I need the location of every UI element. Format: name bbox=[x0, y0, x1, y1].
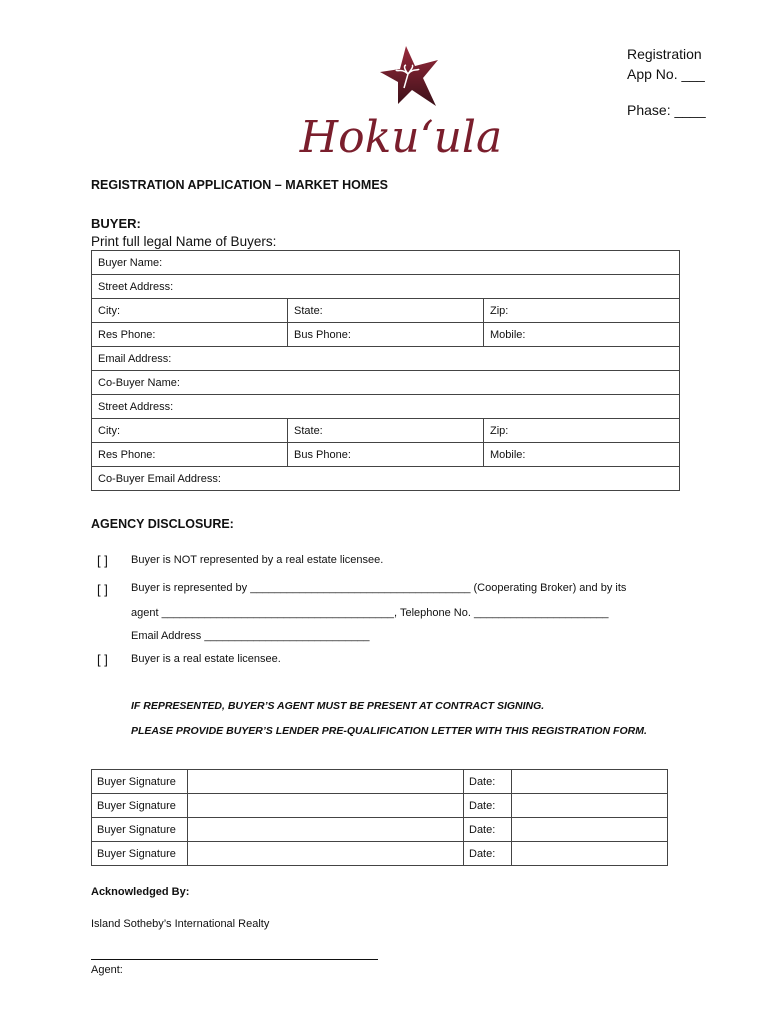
option-licensee: Buyer is a real estate licensee. bbox=[131, 653, 281, 665]
prequalification-note: PLEASE PROVIDE BUYER’S LENDER PRE-QUALIFICATION LETTER WITH THIS REGISTRATION FORM. bbox=[131, 725, 647, 737]
signature-table bbox=[91, 769, 668, 866]
co-zip-field[interactable]: Zip: bbox=[484, 419, 680, 443]
date-field[interactable] bbox=[512, 770, 668, 794]
buyer-name-field[interactable]: Buyer Name: bbox=[92, 251, 680, 275]
co-res-phone-field[interactable]: Res Phone: bbox=[92, 443, 288, 467]
buyer-heading: BUYER: bbox=[91, 216, 141, 231]
date-field[interactable] bbox=[512, 842, 668, 866]
option-not-represented: Buyer is NOT represented by a real estate licensee. bbox=[131, 554, 384, 566]
checkbox-licensee[interactable]: [ ] bbox=[97, 652, 108, 667]
signature-field[interactable] bbox=[188, 818, 464, 842]
date-field[interactable] bbox=[512, 818, 668, 842]
mobile-field[interactable]: Mobile: bbox=[484, 323, 680, 347]
app-no-label: App No. ___ bbox=[627, 66, 705, 82]
co-buyer-email-field[interactable]: Co-Buyer Email Address: bbox=[92, 467, 680, 491]
date-label: Date: bbox=[464, 842, 512, 866]
co-street-address-field[interactable]: Street Address: bbox=[92, 395, 680, 419]
co-state-field[interactable]: State: bbox=[288, 419, 484, 443]
date-label: Date: bbox=[464, 770, 512, 794]
agent-present-note: IF REPRESENTED, BUYER’S AGENT MUST BE PRESENT AT CONTRACT SIGNING. bbox=[131, 700, 545, 712]
agent-label: Agent: bbox=[91, 964, 123, 976]
hokuula-logo bbox=[276, 44, 526, 159]
buyer-subheading: Print full legal Name of Buyers: bbox=[91, 234, 277, 249]
company-name: Island Sotheby’s International Realty bbox=[91, 918, 270, 930]
signature-label: Buyer Signature bbox=[92, 770, 188, 794]
buyer-info-table bbox=[91, 250, 680, 491]
agent-signature-line[interactable] bbox=[91, 951, 378, 960]
res-phone-field[interactable]: Res Phone: bbox=[92, 323, 288, 347]
star-logo-icon bbox=[276, 44, 526, 159]
signature-field[interactable] bbox=[188, 770, 464, 794]
checkbox-represented[interactable]: [ ] bbox=[97, 582, 108, 597]
checkbox-not-represented[interactable]: [ ] bbox=[97, 553, 108, 568]
phase-label: Phase: ____ bbox=[627, 102, 706, 118]
co-buyer-name-field[interactable]: Co-Buyer Name: bbox=[92, 371, 680, 395]
zip-field[interactable]: Zip: bbox=[484, 299, 680, 323]
state-field[interactable]: State: bbox=[288, 299, 484, 323]
option-represented: Buyer is represented by ____________________________________ (Cooperating Broker) and by its bbox=[131, 582, 627, 594]
co-bus-phone-field[interactable]: Bus Phone: bbox=[288, 443, 484, 467]
page-title: REGISTRATION APPLICATION – MARKET HOMES bbox=[91, 178, 388, 192]
date-label: Date: bbox=[464, 794, 512, 818]
street-address-field[interactable]: Street Address: bbox=[92, 275, 680, 299]
signature-field[interactable] bbox=[188, 842, 464, 866]
city-field[interactable]: City: bbox=[92, 299, 288, 323]
acknowledged-by: Acknowledged By: bbox=[91, 886, 190, 898]
date-label: Date: bbox=[464, 818, 512, 842]
co-city-field[interactable]: City: bbox=[92, 419, 288, 443]
agent-email-line: Email Address ___________________________ bbox=[131, 630, 370, 642]
logo-wordmark: Hoku‘ula bbox=[299, 112, 503, 159]
registration-block bbox=[627, 40, 706, 124]
signature-label: Buyer Signature bbox=[92, 842, 188, 866]
signature-label: Buyer Signature bbox=[92, 818, 188, 842]
agent-telephone-line: agent ______________________________________, Telephone No. ______________________ bbox=[131, 607, 609, 619]
email-field[interactable]: Email Address: bbox=[92, 347, 680, 371]
agency-heading: AGENCY DISCLOSURE: bbox=[91, 517, 234, 531]
date-field[interactable] bbox=[512, 794, 668, 818]
co-mobile-field[interactable]: Mobile: bbox=[484, 443, 680, 467]
registration-label: Registration bbox=[627, 46, 702, 62]
signature-field[interactable] bbox=[188, 794, 464, 818]
bus-phone-field[interactable]: Bus Phone: bbox=[288, 323, 484, 347]
signature-label: Buyer Signature bbox=[92, 794, 188, 818]
